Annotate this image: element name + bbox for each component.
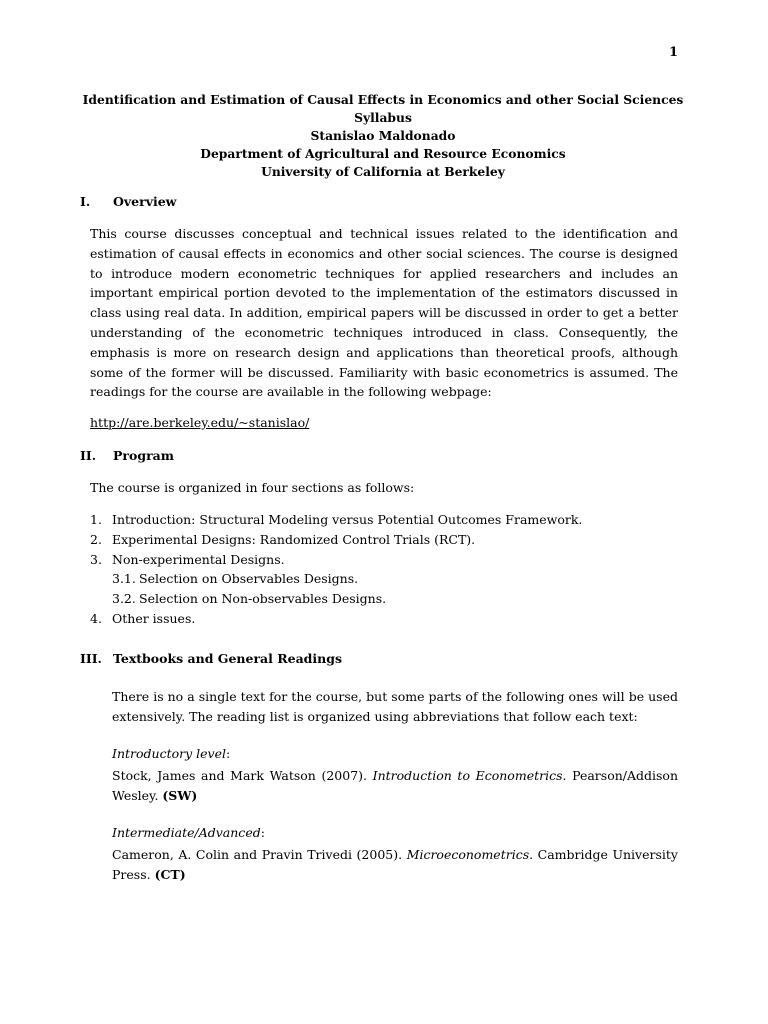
course-title: Identification and Estimation of Causal Effects in Economics and other Social Sciences bbox=[82, 92, 684, 107]
section-number: II. bbox=[80, 448, 97, 463]
list-subitem: 3.1. Selection on Observables Designs. bbox=[112, 571, 359, 587]
list-item: 4. Other issues. bbox=[90, 610, 196, 626]
list-item: 3. Non-experimental Designs. bbox=[90, 551, 285, 567]
reference-sw: Stock, James and Mark Watson (2007). Introduction to Econometrics. Pearson/Addison Wesley. (SW) bbox=[112, 768, 678, 803]
section-number: III. bbox=[80, 651, 102, 666]
list-item: 1. Introduction: Structural Modeling versus Potential Outcomes Framework. bbox=[90, 512, 583, 527]
section-heading-program bbox=[80, 448, 174, 463]
book-title: Microeconometrics bbox=[406, 847, 530, 862]
section-heading-textbooks bbox=[80, 651, 342, 666]
abbreviation: (CT) bbox=[154, 866, 186, 882]
department-name: Department of Agricultural and Resource Economics bbox=[200, 146, 566, 161]
section-number: I. bbox=[80, 194, 91, 209]
reference-ct: Cameron, A. Colin and Pravin Trivedi (2005). Microeconometrics. Cambridge University Press. (CT) bbox=[112, 847, 678, 882]
textbooks-intro: There is no a single text for the course, but some parts of the following ones will be used extensively. The reading list is organized using abbreviations that follow each text: bbox=[112, 689, 678, 724]
section-title: Textbooks and General Readings bbox=[113, 651, 343, 666]
subtitle: Syllabus bbox=[354, 110, 412, 125]
author-name: Stanislao Maldonado bbox=[310, 128, 456, 143]
abbreviation: (SW) bbox=[162, 787, 198, 803]
program-intro: The course is organized in four sections as follows: bbox=[90, 480, 415, 495]
intermediate-level-label: Intermediate/Advanced: bbox=[112, 825, 265, 840]
document-header bbox=[80, 91, 686, 181]
list-item: 2. Experimental Designs: Randomized Control Trials (RCT). bbox=[90, 531, 476, 547]
course-webpage-link[interactable]: http://are.berkeley.edu/~stanislao/ bbox=[90, 415, 310, 430]
university-name: University of California at Berkeley bbox=[261, 164, 505, 179]
section-title: Overview bbox=[113, 194, 177, 209]
introductory-level-label: Introductory level: bbox=[112, 746, 231, 761]
overview-paragraph: This course discusses conceptual and technical issues related to the identification and estimation of causal effects in economics and other social sciences. The course is designed to introduce modern econometric techniques for applied researchers and includes an important empirical portion devoted to the implementation of the estimators discussed in class using real data. In addition, empirical papers will be discussed in order to get a better understanding of the econometric techniques introduced in class. Consequently, the emphasis is more on research design and applications than theoretical proofs, although some of the former will be discussed. Familiarity with basic econometrics is assumed. The readings for the course are available in the following webpage: bbox=[90, 226, 678, 400]
section-heading-overview bbox=[80, 194, 176, 209]
section-title: Program bbox=[113, 448, 174, 463]
program-list bbox=[90, 510, 582, 629]
book-title: Introduction to Econometrics bbox=[372, 768, 563, 783]
page-number: 1 bbox=[668, 45, 678, 60]
list-subitem: 3.2. Selection on Non-observables Designs. bbox=[112, 591, 387, 607]
